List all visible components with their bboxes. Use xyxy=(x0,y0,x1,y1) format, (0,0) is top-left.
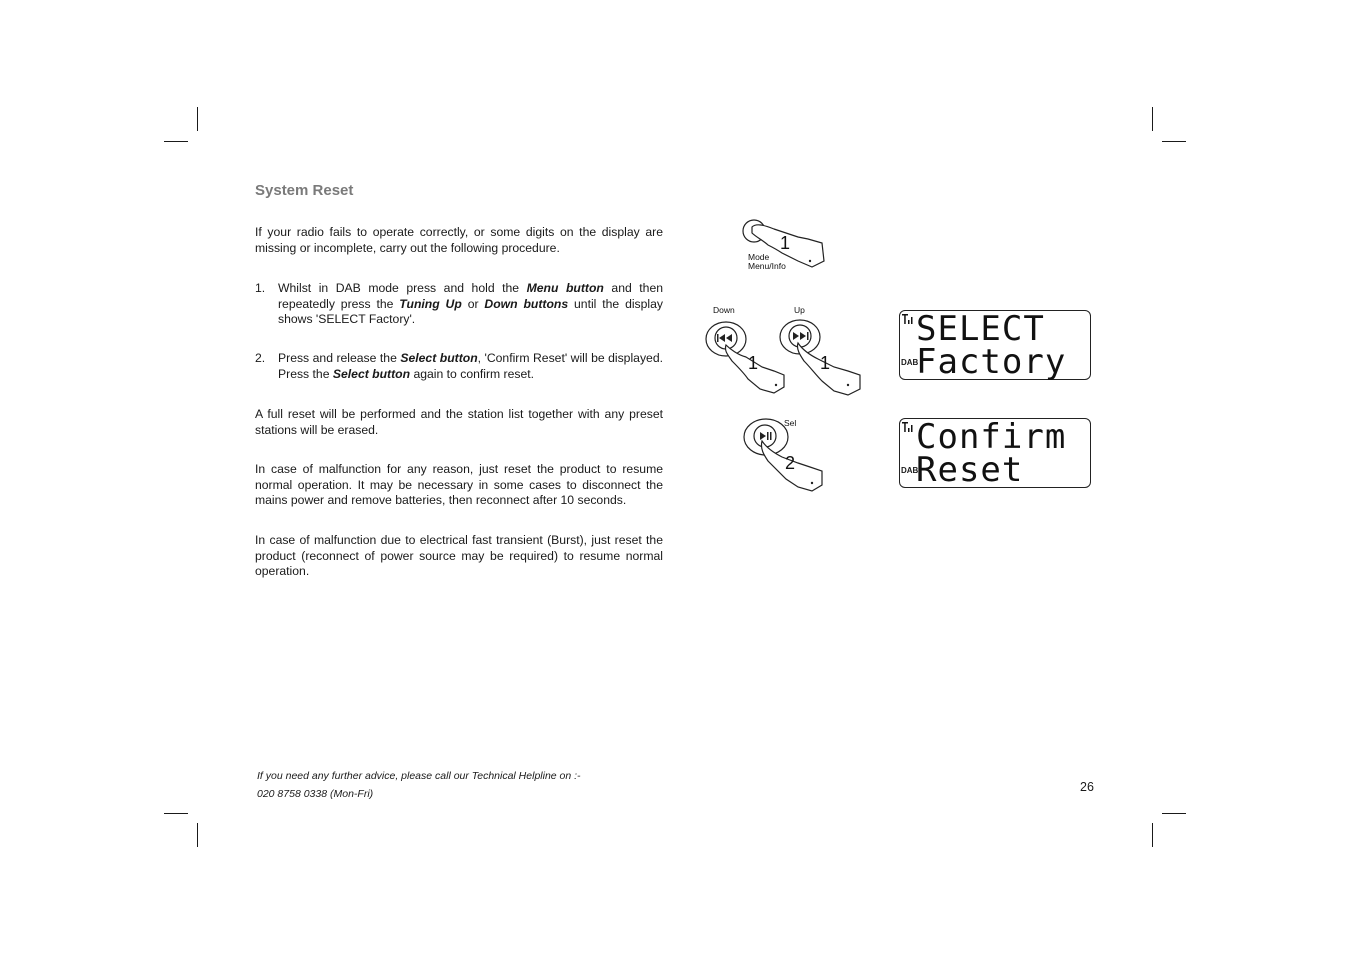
dab-indicator: DAB xyxy=(901,358,919,367)
signal-strength-icon xyxy=(902,422,914,432)
malfunction-paragraph: In case of malfunction for any reason, just reset the product to resume normal operation. It may be necessary in some cases to disconnect the mains power and remove batteries, then reconnect after 10 seconds. xyxy=(255,462,663,507)
step-number: 2. xyxy=(255,351,266,365)
helpline-text: If you need any further advice, please call our Technical Helpline on :- xyxy=(257,770,581,782)
mode-label: Mode xyxy=(748,252,770,262)
step-indicator: 2 xyxy=(785,453,796,473)
step-text-part: Whilst in DAB mode press and hold the xyxy=(278,281,527,295)
crop-mark xyxy=(1162,141,1186,142)
crop-mark xyxy=(1152,107,1153,131)
step-text-part: , 'Confirm Reset' will be displayed. Press the xyxy=(278,351,663,381)
crop-mark xyxy=(1162,813,1186,814)
select-button-figure xyxy=(738,415,830,495)
up-button-figure xyxy=(768,305,864,397)
tuning-up-ref: Tuning Up xyxy=(399,296,462,311)
menu-info-label: Menu/Info xyxy=(748,261,786,271)
menu-button-ref: Menu button xyxy=(526,281,604,295)
mode-button-figure xyxy=(738,215,828,275)
lcd-display-confirm-reset xyxy=(899,418,1091,488)
down-buttons-ref: Down buttons xyxy=(484,296,569,311)
step-text-part: and then repeatedly press the xyxy=(278,281,664,311)
step-text xyxy=(278,281,663,328)
signal-strength-icon xyxy=(902,314,914,324)
crop-mark xyxy=(197,823,198,847)
sel-label: Sel xyxy=(784,418,797,428)
crop-mark xyxy=(164,141,188,142)
step-indicator: 1 xyxy=(780,233,791,253)
step-text-part: Press and release the xyxy=(278,351,401,365)
lcd-line-1: Confirm xyxy=(916,417,1067,457)
step-text-part: again to confirm reset. xyxy=(410,366,535,381)
lcd-line-2: Factory xyxy=(916,342,1067,382)
crop-mark xyxy=(1152,823,1153,847)
step-indicator: 1 xyxy=(820,353,831,373)
step-text xyxy=(278,351,663,382)
lcd-line-1: SELECT xyxy=(916,309,1045,349)
step-number: 1. xyxy=(255,281,266,295)
full-reset-paragraph: A full reset will be performed and the station list together with any preset stations will be erased. xyxy=(255,407,663,437)
step-2 xyxy=(255,351,663,382)
page-number: 26 xyxy=(1080,780,1094,794)
step-text-part: or xyxy=(461,296,485,311)
up-label: Up xyxy=(794,305,805,315)
helpline-number: 020 8758 0338 (Mon-Fri) xyxy=(257,788,374,800)
crop-mark xyxy=(164,813,188,814)
select-button-ref: Select button xyxy=(400,351,478,365)
lcd-display-select-factory xyxy=(899,310,1091,380)
down-label: Down xyxy=(713,305,735,315)
burst-paragraph: In case of malfunction due to electrical fast transient (Burst), just reset the product (reconnect of power source may be required) to resume normal operation. xyxy=(255,533,663,578)
lcd-line-2: Reset xyxy=(916,450,1024,490)
step-1 xyxy=(255,281,663,328)
intro-paragraph: If your radio fails to operate correctly, or some digits on the display are missing or incomplete, carry out the following procedure. xyxy=(255,225,663,255)
up-button-hand xyxy=(768,305,864,397)
step-indicator: 1 xyxy=(748,353,759,373)
step-text-part: until the display shows 'SELECT Factory'. xyxy=(278,296,664,326)
select-button-ref: Select button xyxy=(332,366,411,381)
section-title: System Reset xyxy=(255,182,354,199)
crop-mark xyxy=(197,107,198,131)
dab-indicator: DAB xyxy=(901,466,919,475)
